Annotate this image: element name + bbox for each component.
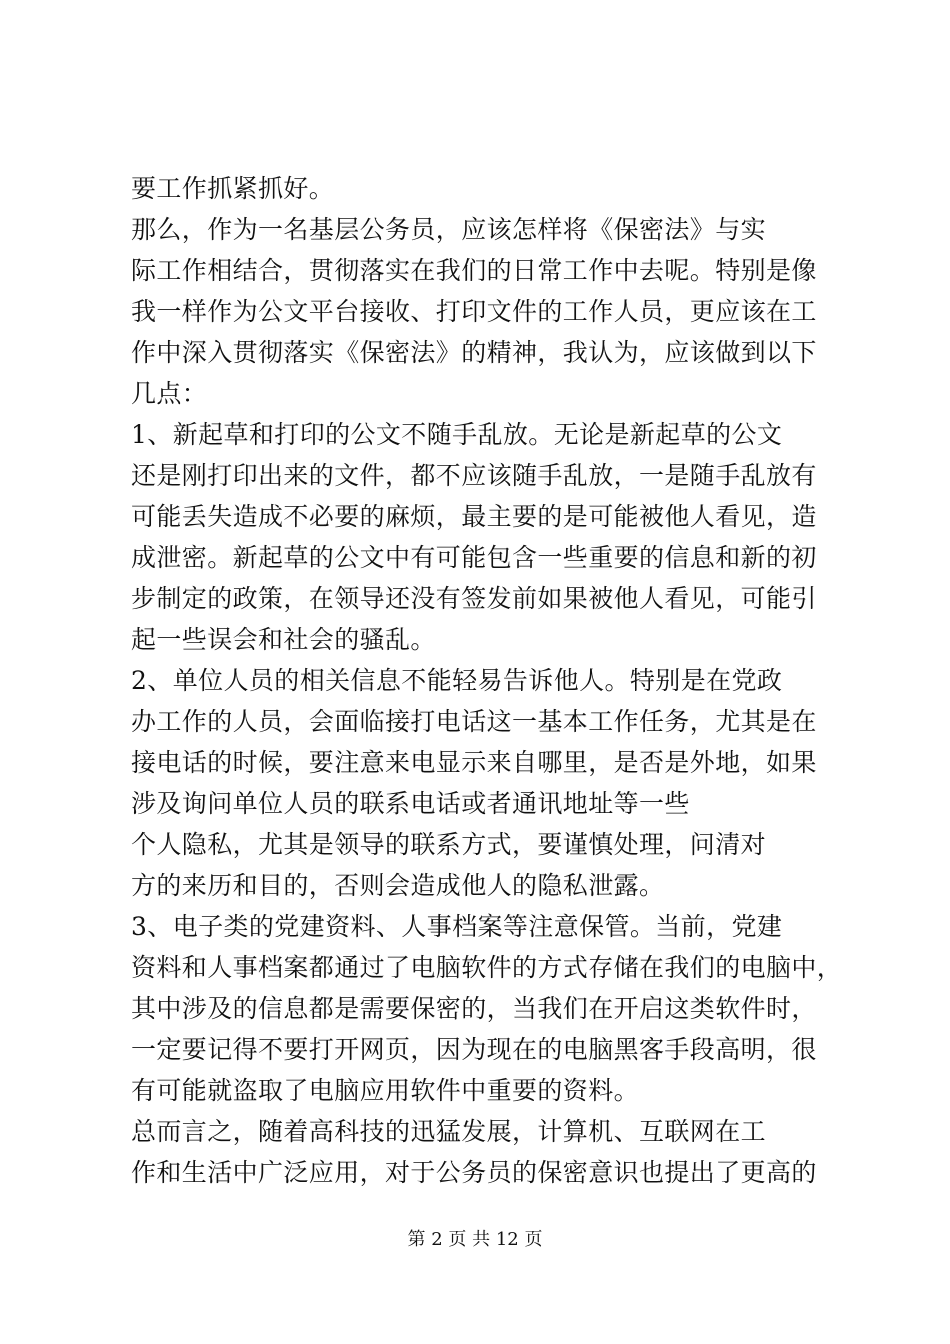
page-number-footer: 第 2 页 共 12 页 [407, 1229, 543, 1250]
text-line: 涉及询问单位人员的联系电话或者通讯地址等一些 [131, 789, 690, 818]
text-line: 个人隐私，尤其是领导的联系方式，要谨慎处理，问清对 [131, 830, 767, 859]
text-line: 总而言之，随着高科技的迅猛发展，计算机、互联网在工 [131, 1117, 767, 1146]
text-line: 要工作抓紧抓好。 [131, 174, 335, 203]
text-line: 有可能就盗取了电脑应用软件中重要的资料。 [131, 1076, 640, 1105]
text-line: 起一些误会和社会的骚乱。 [131, 625, 436, 654]
text-line: 2、单位人员的相关信息不能轻易告诉他人。特别是在党政 [131, 666, 783, 695]
text-line: 方的来历和目的，否则会造成他人的隐私泄露。 [131, 871, 665, 900]
text-line: 办工作的人员，会面临接打电话这一基本工作任务，尤其是在 [131, 707, 817, 736]
text-line: 际工作相结合，贯彻落实在我们的日常工作中去呢。特别是像 [131, 256, 817, 285]
text-line: 那么，作为一名基层公务员，应该怎样将《保密法》与实 [131, 215, 767, 244]
text-line: 资料和人事档案都通过了电脑软件的方式存储在我们的电脑中， [131, 953, 843, 982]
text-line: 作中深入贯彻落实《保密法》的精神，我认为，应该做到以下 [131, 338, 817, 367]
text-line: 我一样作为公文平台接收、打印文件的工作人员，更应该在工 [131, 297, 817, 326]
text-line: 一定要记得不要打开网页，因为现在的电脑黑客手段高明，很 [131, 1035, 817, 1064]
text-line: 接电话的时候，要注意来电显示来自哪里，是否是外地，如果 [131, 748, 817, 777]
text-line: 成泄密。新起草的公文中有可能包含一些重要的信息和新的初 [131, 543, 817, 572]
text-line: 步制定的政策，在领导还没有签发前如果被他人看见，可能引 [131, 584, 817, 613]
text-line: 几点： [131, 379, 208, 408]
text-line: 还是刚打印出来的文件，都不应该随手乱放，一是随手乱放有 [131, 461, 817, 490]
text-line: 作和生活中广泛应用，对于公务员的保密意识也提出了更高的 [131, 1158, 817, 1187]
text-line: 3、电子类的党建资料、人事档案等注意保管。当前，党建 [131, 912, 783, 941]
text-line: 可能丢失造成不必要的麻烦，最主要的是可能被他人看见，造 [131, 502, 817, 531]
text-line: 其中涉及的信息都是需要保密的，当我们在开启这类软件时， [131, 994, 817, 1023]
text-line: 1、新起草和打印的公文不随手乱放。无论是新起草的公文 [131, 420, 783, 449]
